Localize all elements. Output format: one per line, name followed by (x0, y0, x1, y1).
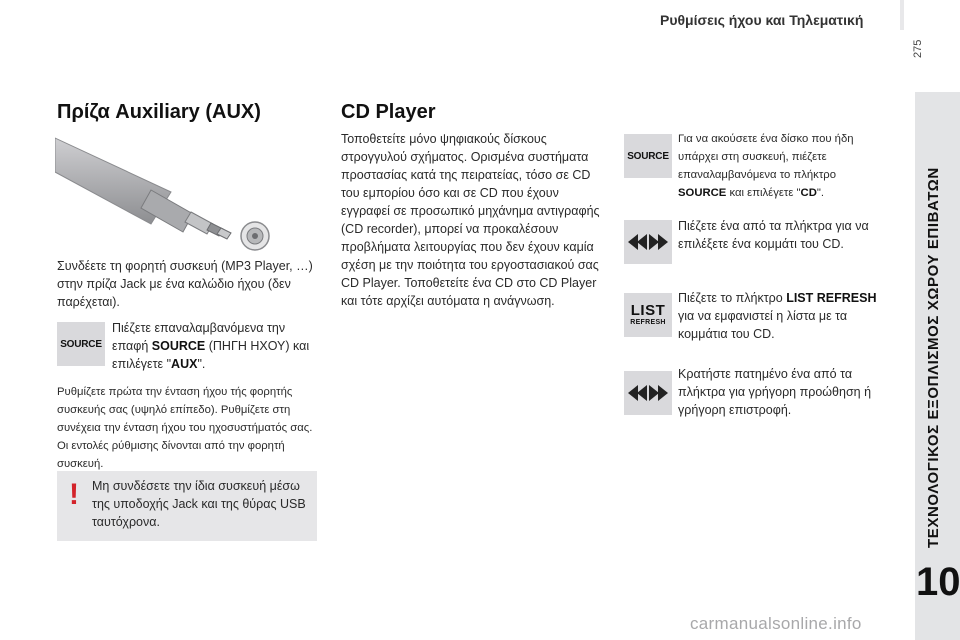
audio-jack-plug-icon (55, 128, 275, 253)
source-button-icon (624, 134, 672, 178)
fast-forward-rewind-icon (624, 371, 672, 415)
chapter-number: 10 (916, 560, 960, 604)
warning-text: Μη συνδέσετε την ίδια συσκευή μέσω της υποδοχής Jack και της θύρας USB ταυτόχρονα. (92, 479, 306, 529)
cd-section-title: CD Player (341, 101, 436, 123)
cd-source-step-text: Για να ακούσετε ένα δίσκο που ήδη υπάρχει στη συσκευή, πιέζετε επαναλαμβανόμενα το πλήκτρο SOURCE και επιλέγετε "CD". (678, 133, 854, 199)
cd-intro-text: Τοποθετείτε μόνο ψηφιακούς δίσκους στρογγυλού σχήματος. Ορισμένα συστήματα προστασίας κατά της πειρατείας, τόσο σε CD του εμπορίου όσο και σε CD που έχουν εγγραφεί σε προσωπικό μηχάνημα αντιγραφής (CD recorder), μπορεί να προκαλέσουν προβλήματα λειτουργίας που δεν έχουν καμία σχέση με την ποιότητα του εργοστασιακού σας CD Player. Τοποθετείτε ένα CD στο CD Player και τότε αρχίζει αυτόματα η ανάγνωση. (341, 132, 600, 308)
source-button-icon (57, 322, 105, 366)
source-button-label: SOURCE (627, 150, 669, 162)
cd-track-select-text: Πιέζετε ένα από τα πλήκτρα για να επιλέξετε ένα κομμάτι του CD. (678, 219, 869, 251)
aux-section-title: Πρίζα Auxiliary (AUX) (57, 101, 261, 123)
prev-next-arrows-icon (624, 220, 672, 264)
page-number: 275 (912, 39, 924, 58)
list-refresh-button-icon (624, 293, 672, 337)
list-key-label: LIST (630, 301, 666, 319)
aux-step-text: Πιέζετε επαναλαμβανόμενα την επαφή SOURCE (ΠΗΓΗ ΗΧΟΥ) και επιλέγετε "AUX". (112, 321, 310, 371)
aux-intro-text: Συνδέετε τη φορητή συσκευή (MP3 Player, …) στην πρίζα Jack με ένα καλώδιο ήχου (δεν παρέχεται). (57, 259, 313, 309)
cd-list-refresh-text: Πιέζετε το πλήκτρο LIST REFRESH για να εμφανιστεί η λίστα με τα κομμάτια του CD. (678, 291, 877, 341)
source-button-label: SOURCE (60, 338, 102, 350)
header-rule (900, 0, 904, 30)
warning-icon: ! (69, 478, 79, 511)
cd-fast-scan-text: Κρατήστε πατημένο ένα από τα πλήκτρα για γρήγορη προώθηση ή γρήγορη επιστροφή. (678, 367, 872, 417)
page-header-title: Ρυθμίσεις ήχου και Τηλεματική (660, 12, 864, 28)
watermark-text: carmanualsonline.info (690, 614, 862, 633)
chapter-title: ΤΕΧΝΟΛΟΓΙΚΟΣ ΕΞΟΠΛΙΣΜΟΣ ΧΩΡΟΥ ΕΠΙΒΑΤΩΝ (925, 167, 942, 548)
aux-volume-note: Ρυθμίζετε πρώτα την ένταση ήχου τής φορητής συσκευής σας (υψηλό επίπεδο). Ρυθμίζετε στη συνέχεια την ένταση ήχου του ηχοσυστήματός σας. Οι εντολές ρύθμισης δίνονται από την φορητή συσκευή. (57, 386, 313, 470)
refresh-key-label: REFRESH (630, 318, 666, 326)
